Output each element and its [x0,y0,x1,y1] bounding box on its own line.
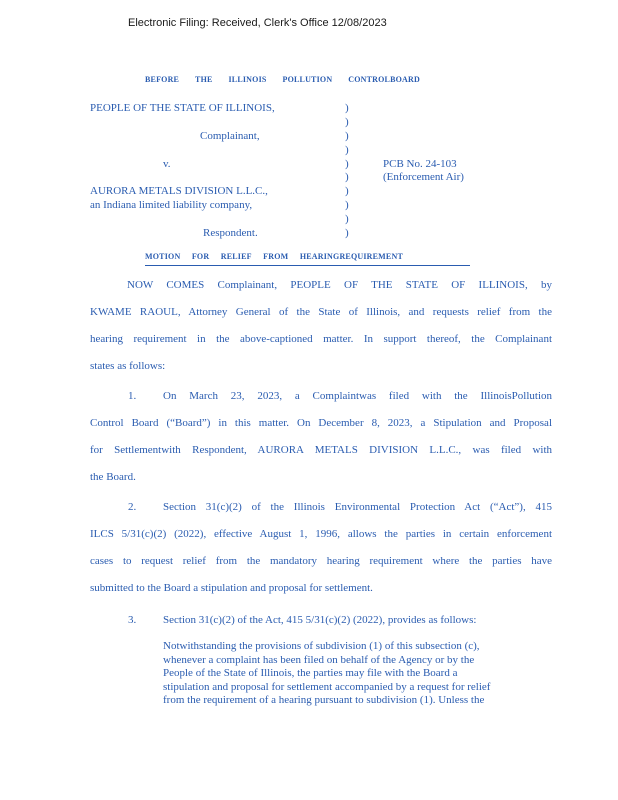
quote-line: from the requirement of a hearing pursuant to subdivision (1). Unless the [163,694,485,707]
quote-line: Notwithstanding the provisions of subdivision (1) of this subsection (c), [163,639,480,652]
paren: ) [345,171,349,184]
paren: ) [345,102,349,114]
court-header-word: BEFORE [145,75,180,84]
caption-case-info [383,102,464,241]
body-line: for Settlementwith Respondent, AURORA METALS DIVISION L.L.C., was filed with [90,443,552,456]
paragraph-intro [90,272,552,380]
body-line: NOW COMES Complainant, PEOPLE OF THE STATE OF ILLINOIS, by [127,278,552,291]
paragraph-3 [90,607,552,634]
court-header-word: CONTROLBOARD [348,75,420,84]
paren: ) [345,213,349,226]
quote-line: stipulation and proposal for settlement accompanied by a request for relief [163,680,491,693]
case-number: PCB No. 24-103 [383,157,457,170]
paren: ) [345,129,349,142]
defendant-descriptor: an Indiana limited liability company, [90,199,253,212]
quote-line: People of the State of Illinois, the parties may file with the Board a [163,667,458,680]
paragraph-number: 1. [128,389,137,402]
defendant-name: AURORA METALS DIVISION L.L.C., [90,185,268,198]
paren: ) [345,199,349,212]
caption-paren-divider [345,102,357,241]
motion-title-word: HEARINGREQUIREMENT [299,251,403,261]
motion-title [145,252,470,266]
body-line: Control Board (“Board”) in this matter. On December 8, 2023, a Stipulation and Proposal [90,416,552,429]
caption-parties-column [90,102,345,241]
body-line: KWAME RAOUL, Attorney General of the State of Illinois, and requests relief from the [90,305,552,318]
body-line: the Board. [90,470,136,483]
versus: v. [163,157,171,170]
motion-body [90,272,552,708]
paren: ) [345,115,349,128]
motion-title-word: RELIEF [220,251,252,261]
paragraph-1 [90,383,552,491]
paren: ) [345,185,349,198]
body-line: cases to request relief from the mandatory hearing requirement where the parties have [90,554,552,567]
court-header [145,75,420,85]
electronic-filing-header: Electronic Filing: Received, Clerk's Office 12/08/2023 [128,17,387,29]
body-line: 2. Section 31(c)(2) of the Illinois Environmental Protection Act (“Act”), 415 [90,494,552,521]
paragraph-number: 2. [128,500,137,513]
defendant-role: Respondent. [203,227,258,240]
plaintiff-role: Complainant, [200,129,260,142]
body-line: ILCS 5/31(c)(2) (2022), effective August 1, 1996, allows the parties in certain enforcement [90,527,552,540]
paren: ) [345,143,349,156]
case-caption [90,102,618,241]
paren: ) [345,227,349,240]
paragraph-number: 3. [128,613,137,626]
body-line: hearing requirement in the above-captioned matter. In support thereof, the Complainant [90,332,552,345]
statute-block-quote [163,640,552,708]
plaintiff-name: PEOPLE OF THE STATE OF ILLINOIS, [90,102,275,114]
body-line: 1. On March 23, 2023, a Complaintwas filed with the IllinoisPollution [90,383,552,410]
quote-line: whenever a complaint has been filed on behalf of the Agency or by the [163,653,475,666]
court-header-word: POLLUTION [282,75,333,84]
case-type: (Enforcement Air) [383,171,464,184]
motion-title-word: FOR [191,251,210,261]
court-header-word: THE [195,75,213,84]
body-line: submitted to the Board a stipulation and proposal for settlement. [90,581,373,594]
body-line: states as follows: [90,359,166,372]
court-header-word: ILLINOIS [228,75,267,84]
body-line: 3. Section 31(c)(2) of the Act, 415 5/31(c)(2) (2022), provides as follows: [90,607,552,634]
motion-title-word: MOTION [145,251,181,261]
motion-title-word: FROM [263,251,289,261]
paragraph-2 [90,494,552,602]
paren: ) [345,157,349,170]
